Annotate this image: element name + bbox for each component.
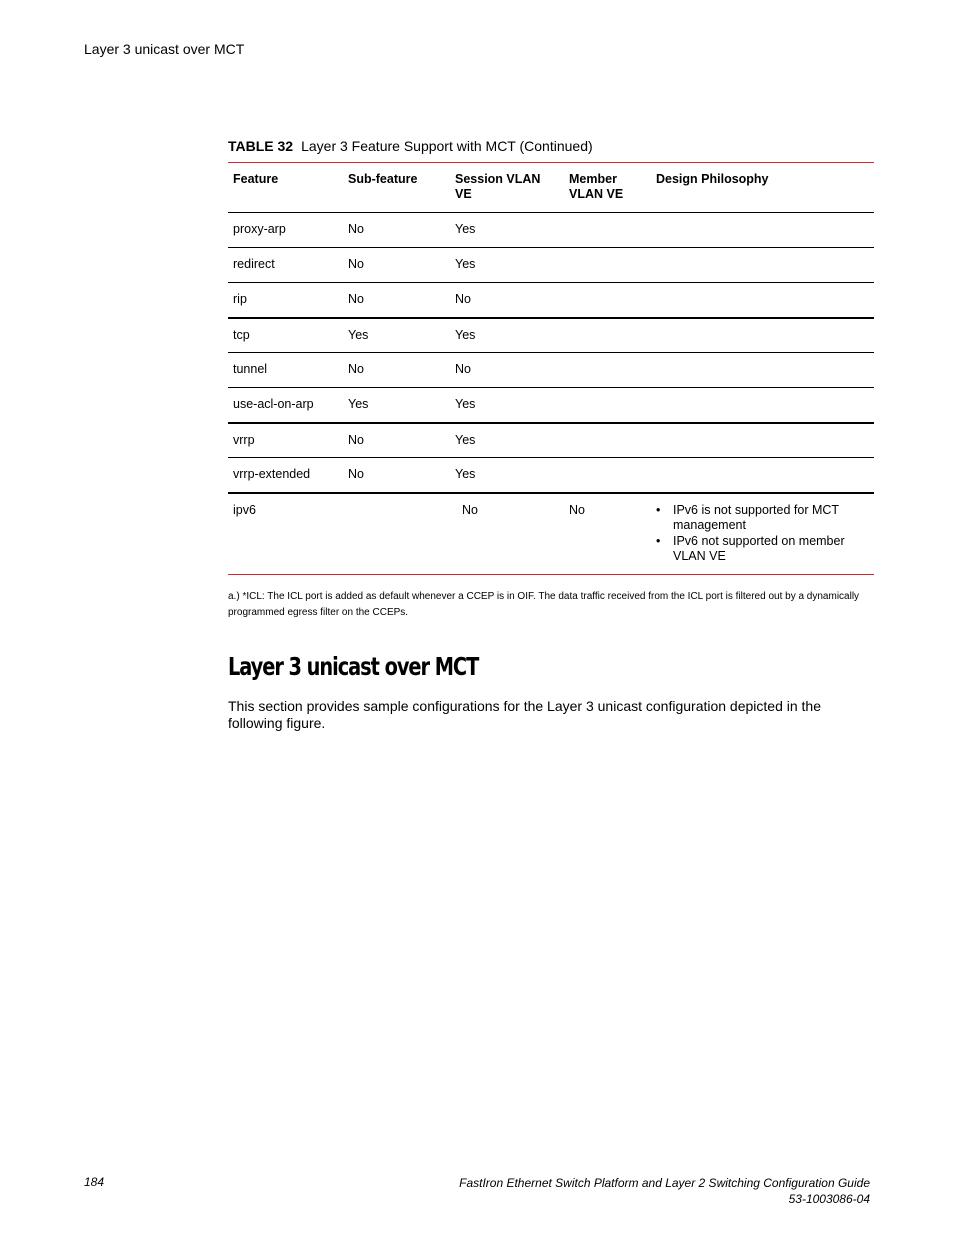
table-row [228, 388, 874, 423]
bullet-icon: • [656, 533, 661, 548]
cell-sub-feature: No [348, 362, 364, 376]
table-header-row [228, 163, 874, 213]
cell-session-vlan-ve: Yes [455, 222, 476, 236]
cell-feature: vrrp-extended [233, 467, 311, 481]
section-body: This section provides sample configurations for the Layer 3 unicast configuration depicted in the following figure. [228, 698, 822, 731]
footer [459, 1175, 870, 1207]
cell-sub-feature: No [348, 292, 364, 306]
table-row [228, 353, 874, 388]
header-feature: Feature [233, 172, 279, 186]
cell-feature: redirect [233, 257, 275, 271]
list-item-text: IPv6 is not supported for MCT management [673, 502, 839, 532]
section-title: Layer 3 unicast over MCT [228, 652, 479, 681]
table-row [228, 248, 874, 283]
table-row-ipv6 [228, 493, 874, 575]
table-row [228, 423, 874, 458]
header-design-philosophy: Design Philosophy [656, 172, 769, 186]
footer-doc-number: 53-1003086-04 [788, 1192, 870, 1206]
page-number: 184 [84, 1175, 105, 1189]
cell-member-vlan-ve [564, 318, 651, 353]
cell-session-vlan-ve: Yes [455, 257, 476, 271]
cell-session-vlan-ve: No [462, 502, 478, 517]
header-sub-feature: Sub-feature [348, 172, 418, 186]
cell-design-philosophy [651, 458, 874, 493]
footer-doc-title: FastIron Ethernet Switch Platform and Layer 2 Switching Configuration Guide [459, 1176, 870, 1190]
cell-design-philosophy [651, 388, 874, 423]
table-caption-text: Layer 3 Feature Support with MCT (Continued) [301, 138, 593, 154]
cell-session-vlan-ve: Yes [455, 432, 476, 447]
cell-member-vlan-ve [564, 283, 651, 318]
list-item [656, 534, 869, 564]
cell-member-vlan-ve [564, 458, 651, 493]
cell-member-vlan-ve [564, 423, 651, 458]
cell-design-philosophy [651, 283, 874, 318]
cell-member-vlan-ve: No [569, 502, 585, 517]
table-row [228, 283, 874, 318]
cell-design-philosophy [651, 423, 874, 458]
cell-member-vlan-ve [564, 248, 651, 283]
bullet-icon: • [656, 502, 661, 517]
table-footnote: a.) *ICL: The ICL port is added as default whenever a CCEP is in OIF. The data traffic received from the ICL port is filtered out by a dynamically programmed egress filter on the CCEPs. [228, 591, 860, 618]
design-philosophy-list [656, 503, 869, 564]
header-session-vlan-ve: Session VLAN VE [455, 172, 541, 201]
cell-feature: proxy-arp [233, 222, 286, 236]
table-caption [228, 138, 593, 154]
cell-feature: vrrp [233, 432, 255, 447]
feature-support-table [228, 162, 874, 575]
cell-sub-feature: No [348, 432, 364, 447]
cell-design-philosophy [651, 493, 874, 575]
cell-feature: use-acl-on-arp [233, 397, 314, 411]
cell-feature: tunnel [233, 362, 268, 376]
cell-feature: ipv6 [233, 502, 256, 517]
cell-session-vlan-ve: Yes [455, 327, 476, 342]
cell-design-philosophy [651, 353, 874, 388]
cell-feature: rip [233, 292, 247, 306]
cell-design-philosophy [651, 248, 874, 283]
list-item-text: IPv6 not supported on member VLAN VE [673, 533, 845, 563]
cell-session-vlan-ve: Yes [455, 467, 476, 481]
cell-session-vlan-ve: No [455, 362, 471, 376]
cell-feature: tcp [233, 327, 250, 342]
cell-design-philosophy [651, 318, 874, 353]
cell-sub-feature: No [348, 257, 364, 271]
cell-member-vlan-ve [564, 213, 651, 248]
cell-sub-feature: Yes [348, 327, 369, 342]
cell-sub-feature [343, 493, 450, 575]
table-row [228, 318, 874, 353]
header-member-vlan-ve: Member VLAN VE [569, 172, 624, 201]
table-number: TABLE 32 [228, 138, 294, 154]
cell-design-philosophy [651, 213, 874, 248]
list-item [656, 503, 869, 533]
cell-sub-feature: No [348, 222, 364, 236]
cell-member-vlan-ve [564, 388, 651, 423]
cell-session-vlan-ve: No [455, 292, 471, 306]
cell-sub-feature: No [348, 467, 364, 481]
table-row [228, 458, 874, 493]
cell-sub-feature: Yes [348, 397, 369, 411]
cell-session-vlan-ve: Yes [455, 397, 476, 411]
running-header: Layer 3 unicast over MCT [84, 41, 245, 57]
table-row [228, 213, 874, 248]
cell-member-vlan-ve [564, 353, 651, 388]
